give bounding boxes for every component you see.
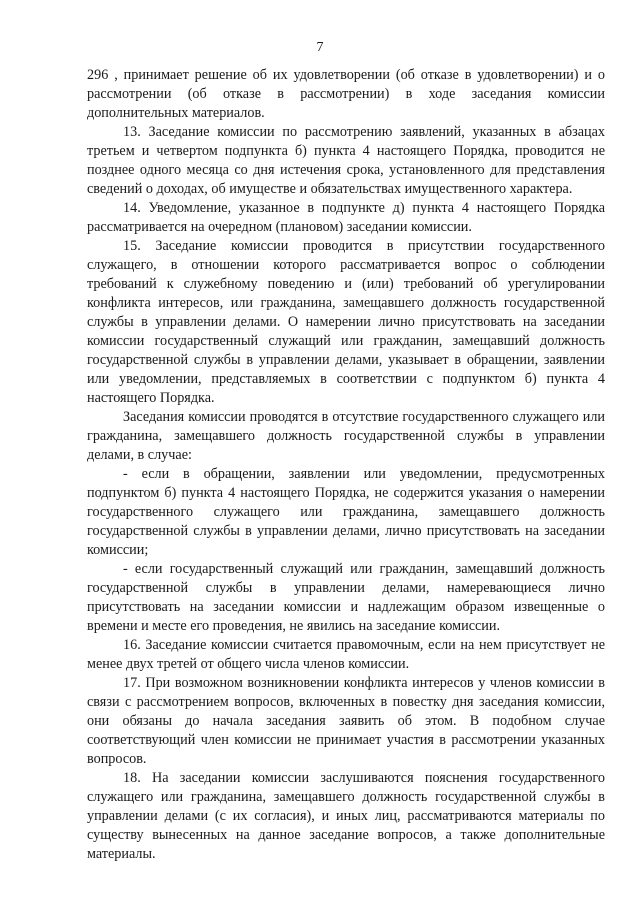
list-item-no-intent: - если в обращении, заявлении или уведомлении, предусмотренных подпунктом б) пункта 4 настоящего Порядка, не содержится указания о намерении государственного служащего или гражданина, замещавшего должность государственной службы в управлении делами, лично присутствовать на заседании комиссии;: [87, 466, 605, 558]
page-number: 7: [316, 40, 324, 55]
document-body: [87, 66, 605, 864]
paragraph-18: 18. На заседании комиссии заслушиваются пояснения государственного служащего или гражданина, замещавшего должность государственной службы в управлении делами (с их согласия), и иных лиц, рассматриваются материалы по существу вынесенных на данное заседание вопросов, а также дополнительные материалы.: [87, 770, 605, 862]
list-item-did-not-appear: - если государственный служащий или гражданин, замещавший должность государственной службы в управлении делами, намеревающиеся лично присутствовать на заседании комиссии и надлежащим образом извещенные о времени и месте его проведения, не явились на заседание комиссии.: [87, 561, 605, 634]
paragraph-14: 14. Уведомление, указанное в подпункте д) пункта 4 настоящего Порядка рассматривается на очередном (плановом) заседании комиссии.: [87, 200, 605, 235]
paragraph-absence-cases: Заседания комиссии проводятся в отсутствие государственного служащего или гражданина, замещавшего должность государственной службы в управлении делами, в случае:: [87, 409, 605, 463]
paragraph-17: 17. При возможном возникновении конфликта интересов у членов комиссии в связи с рассмотрением вопросов, включенных в повестку дня заседания комиссии, они обязаны до начала заседания заявить об этом. В подобном случае соответствующий член комиссии не принимает участия в рассмотрении указанных вопросов.: [87, 675, 605, 767]
paragraph-continuation: 296 , принимает решение об их удовлетворении (об отказе в удовлетворении) и о рассмотрении (об отказе в рассмотрении) в ходе заседания комиссии дополнительных материалов.: [87, 67, 605, 121]
paragraph-15: 15. Заседание комиссии проводится в присутствии государственного служащего, в отношении которого рассматривается вопрос о соблюдении требований к служебному поведению и (или) требований об урегулировании конфликта интересов, или гражданина, замещавшего должность государственной службы в управлении делами. О намерении лично присутствовать на заседании комиссии государственный служащий или гражданин, замещавший должность государственной службы в управлении делами, указывает в обращении, заявлении или уведомлении, представляемых в соответствии с подпунктом б) пункта 4 настоящего Порядка.: [87, 238, 605, 406]
paragraph-16: 16. Заседание комиссии считается правомочным, если на нем присутствует не менее двух третей от общего числа членов комиссии.: [87, 637, 605, 672]
paragraph-13: 13. Заседание комиссии по рассмотрению заявлений, указанных в абзацах третьем и четвертом подпункта б) пункта 4 настоящего Порядка, проводится не позднее одного месяца со дня истечения срока, установленного для представления сведений о доходах, об имуществе и обязательствах имущественного характера.: [87, 124, 605, 197]
